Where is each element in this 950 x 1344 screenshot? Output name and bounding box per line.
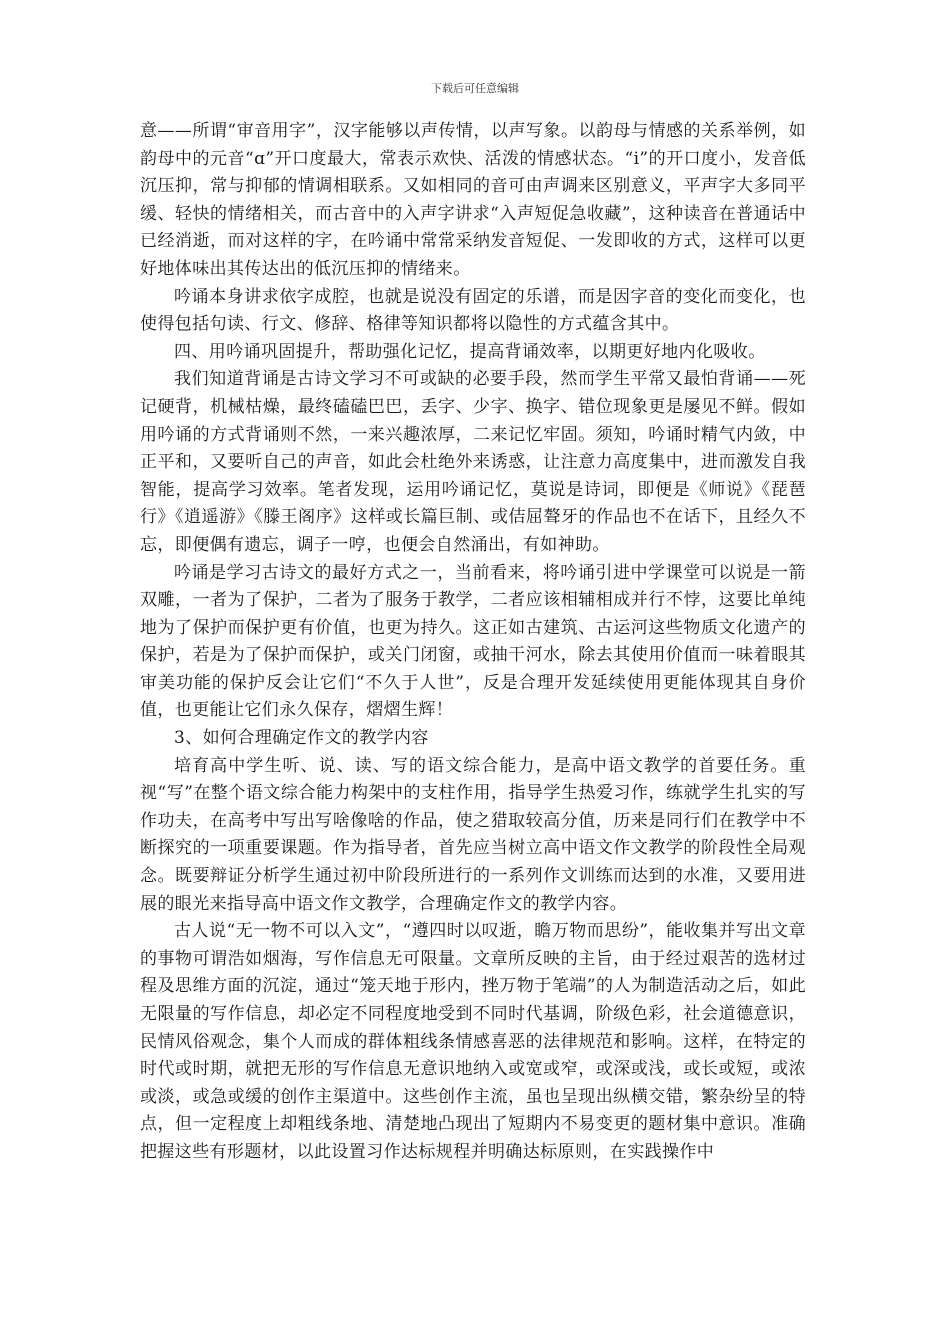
document-body [140, 118, 806, 1167]
section-heading: 3、如何合理确定作文的教学内容 [174, 728, 429, 749]
section-heading: 四、用吟诵巩固提升，帮助强化记忆，提高背诵效率，以期更好地内化吸收。 [174, 341, 766, 362]
paragraph: 培育高中学生听、说、读、写的语文综合能力，是高中语文教学的首要任务。重视“写”在整个语文综合能力构架中的支柱作用，指导学生热爱习作，练就学生扎实的写作功夫，在高考中写出写啥像啥的作品，使之猎取较高分值，历来是同行们在教学中不断探究的一项重要课题。作为指导者，首先应当树立高中语文作文教学的阶段性全局观念。既要辩证分析学生通过初中阶段所进行的一系列作文训练而达到的水准，又要用进展的眼光来指导高中语文作文教学，合理确定作文的教学内容。 [140, 755, 806, 914]
paragraph: 吟诵本身讲求依字成腔，也就是说没有固定的乐谱，而是因字音的变化而变化，也使得包括句读、行文、修辞、格律等知识都将以隐性的方式蕴含其中。 [140, 286, 806, 335]
page-header: 下载后可任意编辑 [431, 82, 519, 95]
paragraph: 意——所谓“审音用字”，汉字能够以声传情，以声写象。以韵母与情感的关系举例，如韵母中的元音“ɑ”开口度最大，常表示欢快、活泼的情感状态。“i”的开口度小，发音低沉压抑，常与抑郁的情调相联系。又如相同的音可由声调来区别意义，平声字大多同平缓、轻快的情绪相关，而古音中的入声字讲求“入声短促急收藏”，这种读音在普通话中已经消逝，而对这样的字，在吟诵中常常采纳发音短促、一发即收的方式，这样可以更好地体味出其传达出的低沉压抑的情绪来。 [140, 121, 806, 279]
paragraph: 我们知道背诵是古诗文学习不可或缺的必要手段，然而学生平常又最怕背诵——死记硬背，机械枯燥，最终磕磕巴巴，丢字、少字、换字、错位现象更是屡见不鲜。假如用吟诵的方式背诵则不然，一来兴趣浓厚，二来记忆牢固。须知，吟诵时精气内敛，中正平和，又要听自己的声音，如此会杜绝外来诱惑，让注意力高度集中，进而激发自我智能，提高学习效率。笔者发现，运用吟诵记忆，莫说是诗词，即便是《师说》《琵琶行》《逍遥游》《滕王阁序》这样或长篇巨制、或佶屈聱牙的作品也不在话下，且经久不忘，即便偶有遗忘，调子一哼，也便会自然涌出，有如神助。 [140, 369, 806, 555]
paragraph: 古人说“无一物不可以入文”，“遵四时以叹逝，瞻万物而思纷”，能收集并写出文章的事物可谓浩如烟海，写作信息无可限量。文章所反映的主旨，由于经过艰苦的选材过程及思维方面的沉淀，通过“笼天地于形内，挫万物于笔端”的人为制造活动之后，如此无限量的写作信息，却必定不同程度地受到不同时代基调，阶级色彩，社会道德意识，民情风俗观念，集个人而成的群体粗线条情感喜恶的法律规范和影响。这样，在特定的时代或时期，就把无形的写作信息无意识地纳入或宽或窄，或深或浅，或长或短，或浓或淡，或急或缓的创作主渠道中。这些创作主流，虽也呈现出纵横交错，繁杂纷呈的特点，但一定程度上却粗线条地、清楚地凸现出了短期内不易变更的题材集中意识。准确把握这些有形题材，以此设置习作达标规程并明确达标原则，在实践操作中 [140, 921, 806, 1162]
paragraph: 吟诵是学习古诗文的最好方式之一，当前看来，将吟诵引进中学课堂可以说是一箭双雕，一者为了保护，二者为了服务于教学，二者应该相辅相成并行不悖，这要比单纯地为了保护而保护更有价值，也更为持久。这正如古建筑、古运河这些物质文化遗产的保护，若是为了保护而保护，或关门闭窗，或抽干河水，除去其使用价值而一味着眼其审美功能的保护反会让它们“不久于人世”，反是合理开发延续使用更能体现其自身价值，也更能让它们永久保存，熠熠生辉！ [140, 562, 806, 721]
